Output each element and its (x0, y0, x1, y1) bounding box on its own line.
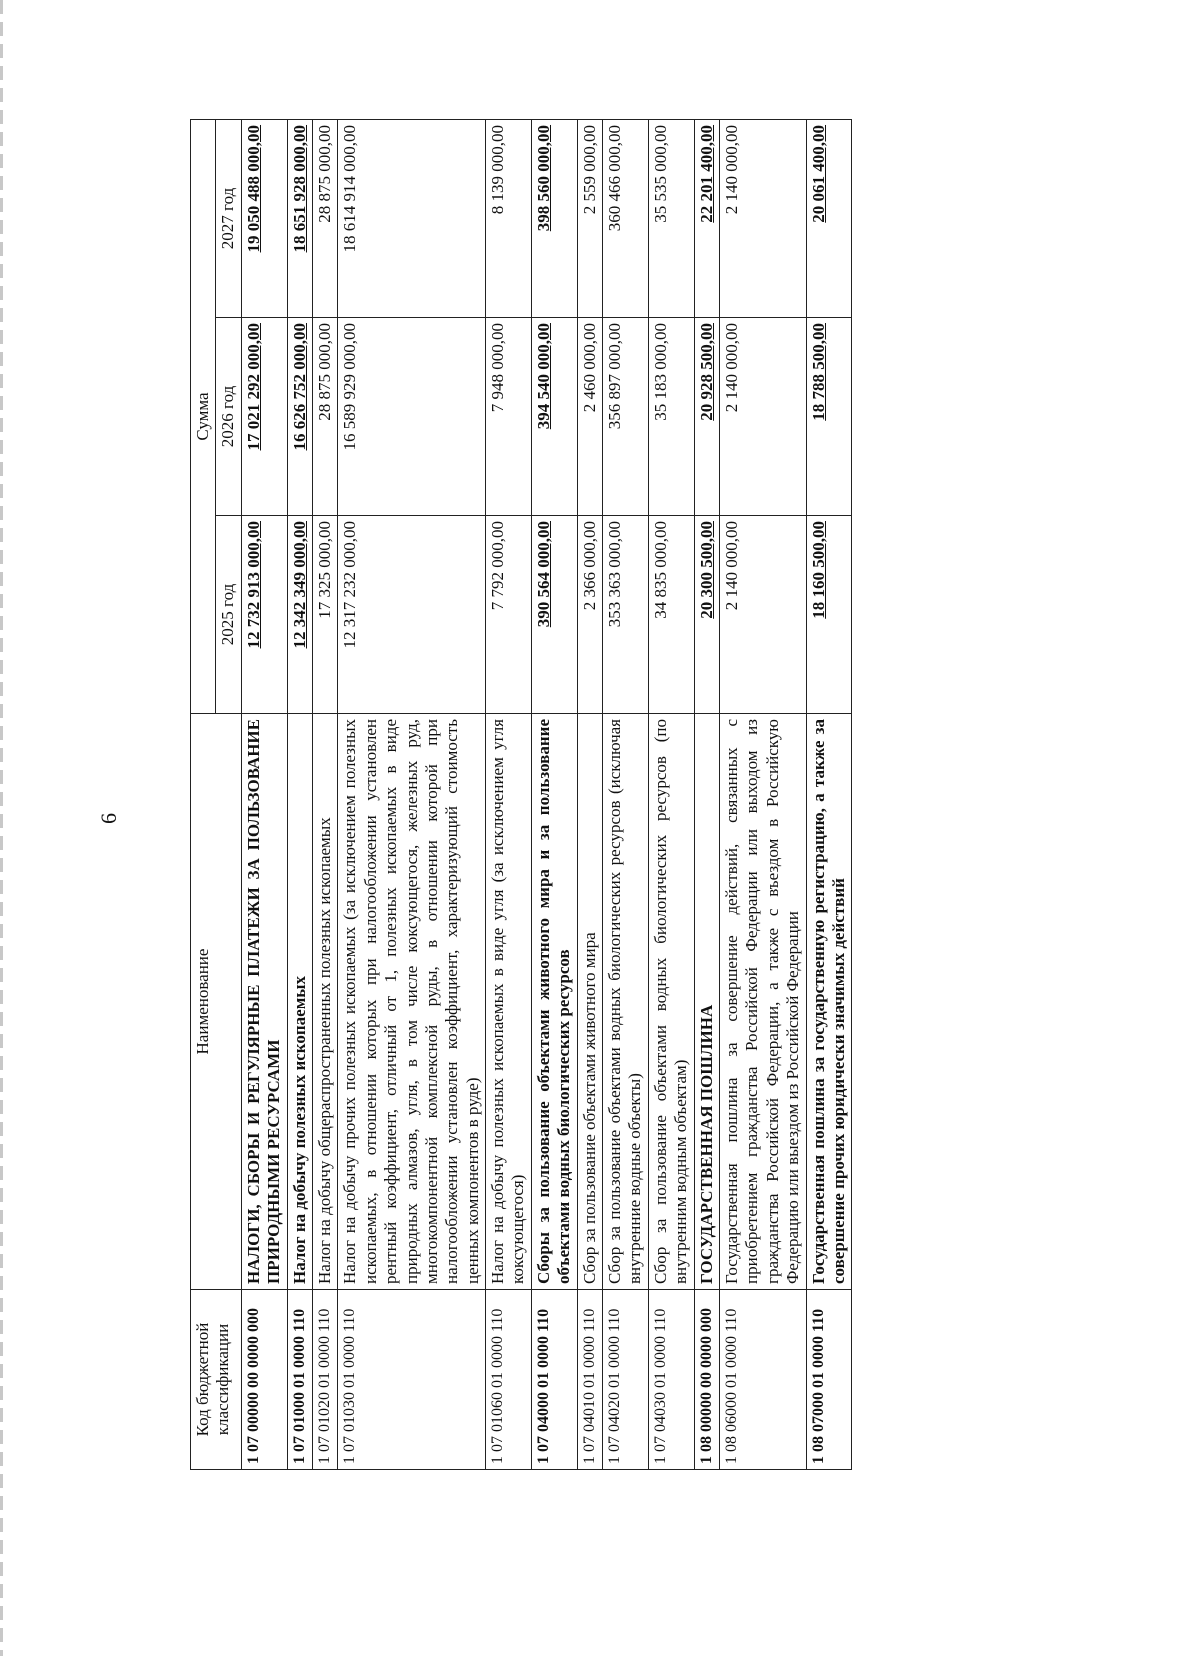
row-code: 1 07 04020 01 0000 110 (603, 1290, 649, 1470)
row-name: Государственная пошлина за совершение действий, связанных с приобретением гражданства Российской Федерации или выходом из гражданства Российской Федерации, а также с въездом в Российскую Федерацию или выездом из Российской Федерации (719, 714, 806, 1290)
row-sum-2025: 7 792 000,00 (486, 516, 532, 714)
row-sum-2027: 18 614 914 000,00 (338, 119, 486, 317)
header-year-2027: 2027 год (216, 119, 241, 317)
row-name: Налог на добычу полезных ископаемых в виде угля (за исключением угля коксующегося) (486, 714, 532, 1290)
row-code: 1 07 04000 01 0000 110 (531, 1290, 577, 1470)
row-sum-2025: 12 317 232 000,00 (338, 516, 486, 714)
row-sum-2027: 2 559 000,00 (577, 119, 602, 317)
row-sum-2027: 20 061 400,00 (806, 119, 852, 317)
row-sum-2026: 16 589 929 000,00 (338, 318, 486, 516)
row-sum-2027: 360 466 000,00 (603, 119, 649, 317)
table-row (806, 119, 852, 1469)
row-sum-2025: 12 732 913 000,00 (241, 516, 287, 714)
row-sum-2026: 16 626 752 000,00 (287, 318, 312, 516)
row-sum-2027: 398 560 000,00 (531, 119, 577, 317)
row-sum-2025: 12 342 349 000,00 (287, 516, 312, 714)
row-code: 1 08 00000 00 0000 000 (694, 1290, 719, 1470)
table-row (312, 119, 337, 1469)
row-name: Сбор за пользование объектами животного мира (577, 714, 602, 1290)
row-sum-2026: 17 021 292 000,00 (241, 318, 287, 516)
row-code: 1 07 04030 01 0000 110 (648, 1290, 694, 1470)
table-body (241, 119, 852, 1469)
table-row (603, 119, 649, 1469)
row-code: 1 07 04010 01 0000 110 (577, 1290, 602, 1470)
row-sum-2027: 22 201 400,00 (694, 119, 719, 317)
row-code: 1 07 01030 01 0000 110 (338, 1290, 486, 1470)
row-sum-2027: 2 140 000,00 (719, 119, 806, 317)
row-sum-2026: 394 540 000,00 (531, 318, 577, 516)
table-row (241, 119, 287, 1469)
row-sum-2025: 18 160 500,00 (806, 516, 852, 714)
row-sum-2025: 2 140 000,00 (719, 516, 806, 714)
row-code: 1 08 06000 01 0000 110 (719, 1290, 806, 1470)
row-code: 1 08 07000 01 0000 110 (806, 1290, 852, 1470)
scan-edge (0, 0, 3, 1656)
row-sum-2027: 8 139 000,00 (486, 119, 532, 317)
table-row (338, 119, 486, 1469)
row-sum-2025: 20 300 500,00 (694, 516, 719, 714)
row-sum-2025: 2 366 000,00 (577, 516, 602, 714)
row-sum-2026: 7 948 000,00 (486, 318, 532, 516)
row-sum-2025: 390 564 000,00 (531, 516, 577, 714)
row-code: 1 07 01000 01 0000 110 (287, 1290, 312, 1470)
row-sum-2026: 20 928 500,00 (694, 318, 719, 516)
row-name: Государственная пошлина за государственную регистрацию, а также за совершение прочих юридически значимых действий (806, 714, 852, 1290)
header-code: Код бюджетной классификации (191, 1290, 242, 1470)
table-row (287, 119, 312, 1469)
table-row (577, 119, 602, 1469)
budget-table-container (190, 120, 1090, 1470)
row-code: 1 07 01060 01 0000 110 (486, 1290, 532, 1470)
row-sum-2026: 2 140 000,00 (719, 318, 806, 516)
header-row (191, 119, 216, 1469)
row-sum-2026: 18 788 500,00 (806, 318, 852, 516)
row-name: ГОСУДАРСТВЕННАЯ ПОШЛИНА (694, 714, 719, 1290)
row-name: Сбор за пользование объектами водных биологических ресурсов (исключая внутренние водные объекты) (603, 714, 649, 1290)
row-sum-2026: 28 875 000,00 (312, 318, 337, 516)
table-row (531, 119, 577, 1469)
header-year-2026: 2026 год (216, 318, 241, 516)
row-sum-2025: 17 325 000,00 (312, 516, 337, 714)
row-sum-2026: 35 183 000,00 (648, 318, 694, 516)
row-sum-2026: 356 897 000,00 (603, 318, 649, 516)
row-code: 1 07 01020 01 0000 110 (312, 1290, 337, 1470)
row-name: Налог на добычу прочих полезных ископаемых (за исключением полезных ископаемых, в отношении которых при налогообложении установлен рентный коэффициент, отличный от 1, полезных ископаемых в виде природных алмазов, угля, в том числе коксующегося, железных руд, многокомпонентной комплексной руды, в отношении которой при налогообложении установлен коэффициент, характеризующий стоимость ценных компонентов в руде) (338, 714, 486, 1290)
row-name: НАЛОГИ, СБОРЫ И РЕГУЛЯРНЫЕ ПЛАТЕЖИ ЗА ПОЛЬЗОВАНИЕ ПРИРОДНЫМИ РЕСУРСАМИ (241, 714, 287, 1290)
table-row (719, 119, 806, 1469)
table-row (648, 119, 694, 1469)
page-number: 6 (96, 813, 121, 824)
budget-table (190, 119, 852, 1470)
row-sum-2027: 28 875 000,00 (312, 119, 337, 317)
row-name: Сборы за пользование объектами животного мира и за пользование объектами водных биологических ресурсов (531, 714, 577, 1290)
row-sum-2026: 2 460 000,00 (577, 318, 602, 516)
row-sum-2025: 34 835 000,00 (648, 516, 694, 714)
row-name: Налог на добычу полезных ископаемых (287, 714, 312, 1290)
header-name: Наименование (191, 714, 242, 1290)
header-year-2025: 2025 год (216, 516, 241, 714)
table-row (694, 119, 719, 1469)
table-row (486, 119, 532, 1469)
row-sum-2027: 35 535 000,00 (648, 119, 694, 317)
header-sum: Сумма (191, 119, 216, 713)
row-sum-2027: 19 050 488 000,00 (241, 119, 287, 317)
row-name: Налог на добычу общераспространенных полезных ископаемых (312, 714, 337, 1290)
row-sum-2027: 18 651 928 000,00 (287, 119, 312, 317)
row-name: Сбор за пользование объектами водных биологических ресурсов (по внутренним водным объектам) (648, 714, 694, 1290)
row-code: 1 07 00000 00 0000 000 (241, 1290, 287, 1470)
row-sum-2025: 353 363 000,00 (603, 516, 649, 714)
